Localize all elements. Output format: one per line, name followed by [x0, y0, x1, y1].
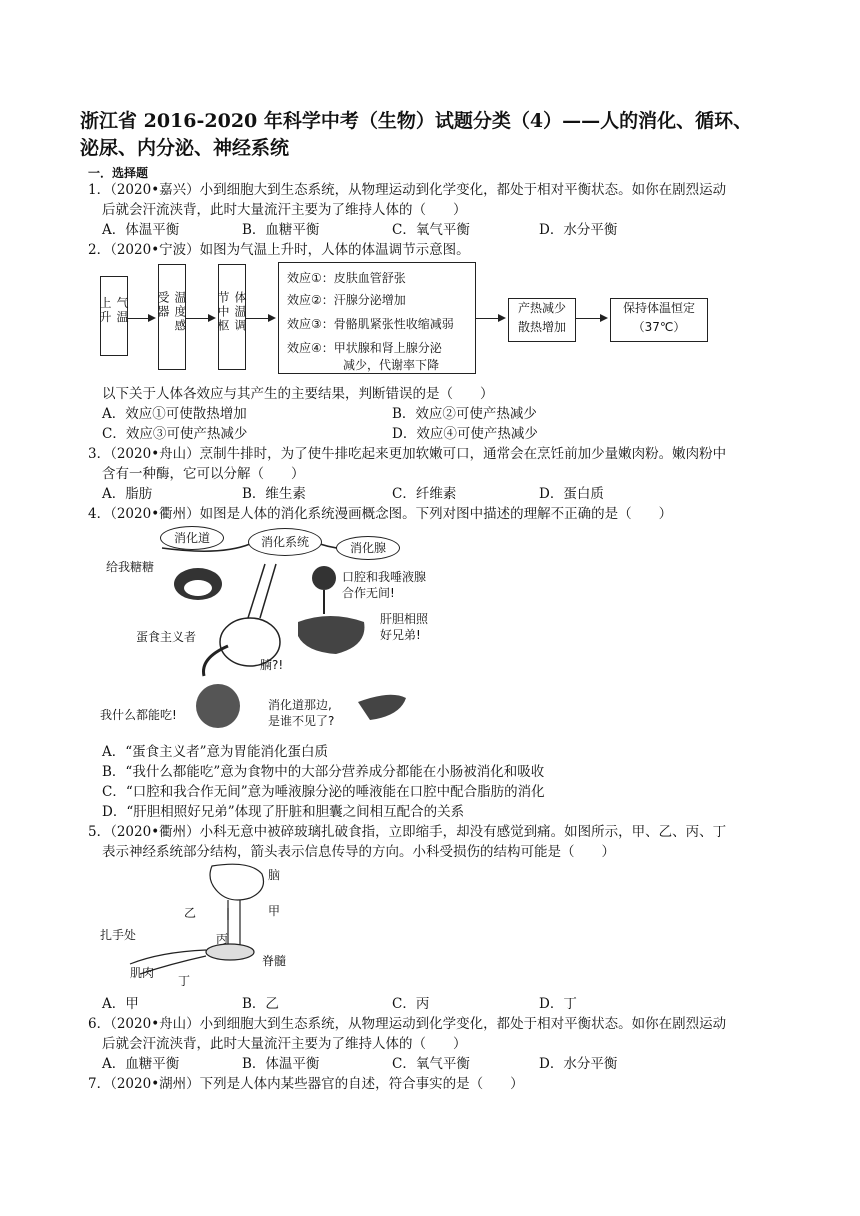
q7-stem-line-1: 7．（2020•湖州）下列是人体内某些器官的自述，符合事实的是（ ）	[88, 1076, 524, 1092]
q5-option-b: B．乙	[242, 996, 279, 1012]
q2-option-d: D．效应④可使产热减少	[392, 426, 538, 442]
section-heading: 一．选择题	[88, 166, 149, 180]
effect-4: 效应④：甲状腺和肾上腺分泌	[287, 341, 442, 355]
q3-stem-line-2: 含有一种酶，它可以分解（ ）	[102, 466, 305, 482]
q3-option-a: A．脂肪	[102, 486, 153, 502]
q6-option-c: C．氧气平衡	[392, 1056, 470, 1072]
label-pancreas-question: 腩?!	[260, 658, 284, 672]
q1-option-b: B．血糖平衡	[242, 222, 320, 238]
label-yi: 乙	[184, 906, 197, 920]
box-temperature-rise: 气温上升	[100, 276, 128, 356]
label-mouth-line-1: 口腔和我唾液腺	[342, 570, 427, 584]
q6-option-d: D．水分平衡	[539, 1056, 618, 1072]
arrow-4	[476, 318, 504, 319]
q2-option-c: C．效应③可使产热减少	[102, 426, 248, 442]
digestive-system-cartoon	[100, 526, 460, 738]
label-give-me-candy: 给我糖糖	[106, 560, 155, 574]
label-prick-site: 扎手处	[100, 928, 137, 942]
arrow-5	[576, 318, 606, 319]
label-liver-line-1: 肝胆相照	[380, 612, 429, 626]
q3-stem-line-1: 3．（2020•舟山）烹制牛排时，为了使牛排吃起来更加软嫩可口，通常会在烹饪前加少量嫩肉粉。嫩肉粉中	[88, 446, 727, 462]
box-regulation-center: 体温调节中枢	[218, 264, 246, 370]
arrow-2	[186, 318, 214, 319]
q1-option-c: C．氧气平衡	[392, 222, 470, 238]
q6-option-b: B．体温平衡	[242, 1056, 320, 1072]
arrow-3	[246, 318, 274, 319]
bubble-digestive-tract: 消化道	[160, 526, 224, 550]
q5-option-a: A．甲	[102, 996, 139, 1012]
q1-option-a: A．体温平衡	[102, 222, 180, 238]
box-heat-result: 产热减少 散热增加	[508, 298, 576, 342]
bubble-digestive-system: 消化系统	[248, 528, 322, 556]
q3-option-d: D．蛋白质	[539, 486, 604, 502]
q4-stem-line-1: 4．（2020•衢州）如图是人体的消化系统漫画概念图。下列对图中描述的理解不正确的是（ ）	[88, 506, 673, 522]
q4-option-d: D．“肝胆相照好兄弟”体现了肝脏和胆囊之间相互配合的关系	[102, 804, 465, 820]
box-constant-temperature: 保持体温恒定 （37℃）	[610, 298, 708, 342]
q2-option-b: B．效应②可使产热减少	[392, 406, 537, 422]
label-eat-anything: 我什么都能吃!	[100, 708, 177, 722]
effect-3: 效应③：骨骼肌紧张性收缩减弱	[287, 317, 454, 331]
label-mouth-line-2: 合作无间!	[342, 586, 395, 600]
label-missing-line-2: 是谁不见了?	[268, 714, 335, 728]
q2-stem-line-2: 以下关于人体各效应与其产生的主要结果，判断错误的是（ ）	[102, 386, 494, 402]
q6-stem-line-1: 6．（2020•舟山）小到细胞大到生态系统，从物理运动到化学变化，都处于相对平衡状态。如你在剧烈运动	[88, 1016, 727, 1032]
q6-option-a: A．血糖平衡	[102, 1056, 180, 1072]
title-line-1: 浙江省 2016-2020 年科学中考（生物）试题分类（4）——人的消化、循环、	[80, 110, 753, 132]
q4-option-b: B．“我什么都能吃”意为食物中的大部分营养成分都能在小肠被消化和吸收	[102, 764, 545, 780]
q3-option-b: B．维生素	[242, 486, 306, 502]
q2-stem-line-1: 2．（2020•宁波）如图为气温上升时，人体的体温调节示意图。	[88, 242, 470, 258]
effect-4-continued: 减少，代谢率下降	[343, 358, 440, 372]
arrow-1	[128, 318, 154, 319]
nervous-system-figure	[100, 860, 320, 990]
box-effects	[278, 262, 476, 374]
box-temperature-receptor: 温度感受器	[158, 264, 186, 370]
q1-option-d: D．水分平衡	[539, 222, 618, 238]
q4-option-c: C．“口腔和我合作无间”意为唾液腺分泌的唾液能在口腔中配合脂肪的消化	[102, 784, 545, 800]
label-ding: 丁	[178, 974, 191, 988]
q5-option-d: D．丁	[539, 996, 577, 1012]
q1-stem-line-1: 1．（2020•嘉兴）小到细胞大到生态系统，从物理运动到化学变化，都处于相对平衡状态。如你在剧烈运动	[88, 182, 727, 198]
label-muscle: 肌肉	[130, 966, 155, 980]
q1-stem-line-2: 后就会汗流浃背，此时大量流汗主要为了维持人体的（ ）	[102, 202, 467, 218]
label-missing-line-1: 消化道那边,	[268, 698, 332, 712]
title-line-2: 泌尿、内分泌、神经系统	[80, 137, 290, 159]
q4-option-a: A．“蛋食主义者”意为胃能消化蛋白质	[102, 744, 329, 760]
label-bing: 丙	[216, 932, 229, 946]
document-title	[80, 108, 800, 162]
bubble-digestive-gland: 消化腺	[336, 536, 400, 560]
label-jia: 甲	[268, 904, 281, 918]
effect-2: 效应②：汗腺分泌增加	[287, 293, 406, 307]
q5-stem-line-1: 5．（2020•衢州）小科无意中被碎玻璃扎破食指，立即缩手，却没有感觉到痛。如图所示，甲、乙、丙、丁	[88, 824, 727, 840]
q5-option-c: C．丙	[392, 996, 430, 1012]
label-liver-line-2: 好兄弟!	[380, 628, 421, 642]
q2-option-a: A．效应①可使散热增加	[102, 406, 247, 422]
q3-option-c: C．纤维素	[392, 486, 457, 502]
label-spinal-cord: 脊髓	[262, 954, 287, 968]
temperature-regulation-diagram	[100, 262, 620, 382]
q5-stem-line-2: 表示神经系统部分结构，箭头表示信息传导的方向。小科受损伤的结构可能是（ ）	[102, 844, 615, 860]
effect-1: 效应①：皮肤血管舒张	[287, 271, 406, 285]
label-brain: 脑	[268, 868, 281, 882]
q6-stem-line-2: 后就会汗流浃背，此时大量流汗主要为了维持人体的（ ）	[102, 1036, 467, 1052]
label-protein-eater: 蛋食主义者	[136, 630, 197, 644]
